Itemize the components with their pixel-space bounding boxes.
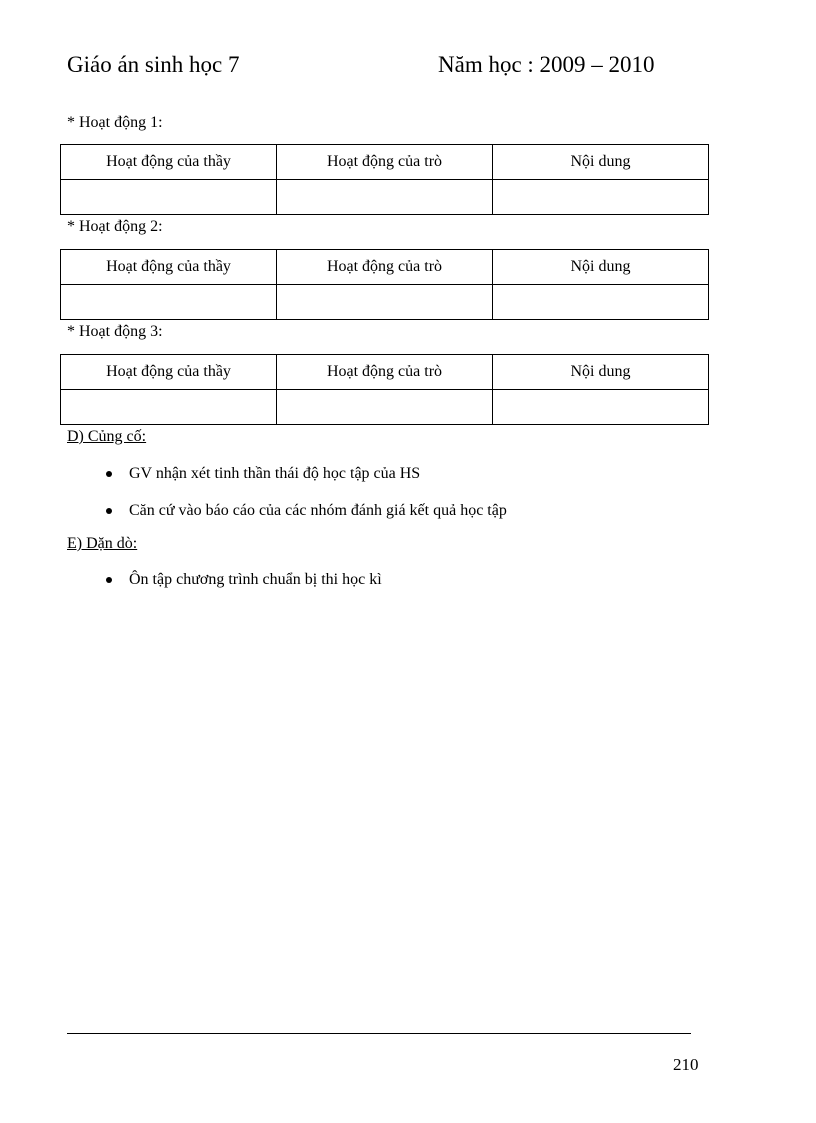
table-row — [61, 180, 709, 215]
bullet-icon — [106, 471, 112, 477]
table-cell — [277, 285, 493, 320]
list-item — [67, 570, 382, 607]
table-cell — [493, 285, 709, 320]
table-cell — [277, 390, 493, 425]
table-header-row — [61, 145, 709, 180]
document-title: Giáo án sinh học 7 — [67, 52, 240, 77]
column-header-content: Nội dung — [493, 145, 709, 180]
school-year: Năm học : 2009 – 2010 — [438, 52, 655, 77]
column-header-content: Nội dung — [493, 250, 709, 285]
homework-title: E) Dặn dò: — [67, 535, 138, 552]
column-header-teacher: Hoạt động của thầy — [61, 250, 277, 285]
activity-3-label: * Hoạt động 3: — [67, 323, 163, 340]
column-header-student: Hoạt động của trò — [277, 250, 493, 285]
column-header-content: Nội dung — [493, 355, 709, 390]
column-header-teacher: Hoạt động của thầy — [61, 355, 277, 390]
column-header-teacher: Hoạt động của thầy — [61, 145, 277, 180]
column-header-student: Hoạt động của trò — [277, 355, 493, 390]
table-header-row — [61, 250, 709, 285]
table-cell — [61, 180, 277, 215]
list-item — [67, 464, 507, 501]
page-header — [67, 52, 707, 82]
table-row — [61, 390, 709, 425]
column-header-student: Hoạt động của trò — [277, 145, 493, 180]
homework-list — [67, 570, 382, 607]
activity-2-table — [60, 249, 709, 320]
bullet-icon — [106, 577, 112, 583]
table-row — [61, 285, 709, 320]
bullet-icon — [106, 508, 112, 514]
footer-divider — [67, 1033, 691, 1034]
table-cell — [61, 285, 277, 320]
activity-3-table — [60, 354, 709, 425]
list-item-text: GV nhận xét tinh thần thái độ học tập của HS — [129, 465, 421, 482]
list-item-text: Căn cứ vào báo cáo của các nhóm đánh giá kết quả học tập — [129, 502, 507, 519]
table-cell — [277, 180, 493, 215]
consolidation-title: D) Củng cố: — [67, 428, 147, 445]
table-header-row — [61, 355, 709, 390]
table-cell — [493, 390, 709, 425]
activity-1-table — [60, 144, 709, 215]
list-item-text: Ôn tập chương trình chuẩn bị thi học kì — [129, 571, 382, 588]
list-item — [67, 501, 507, 538]
table-cell — [61, 390, 277, 425]
activity-2-label: * Hoạt động 2: — [67, 218, 163, 235]
consolidation-list — [67, 464, 507, 538]
table-cell — [493, 180, 709, 215]
page-number: 210 — [673, 1055, 699, 1074]
activity-1-label: * Hoạt động 1: — [67, 114, 163, 131]
